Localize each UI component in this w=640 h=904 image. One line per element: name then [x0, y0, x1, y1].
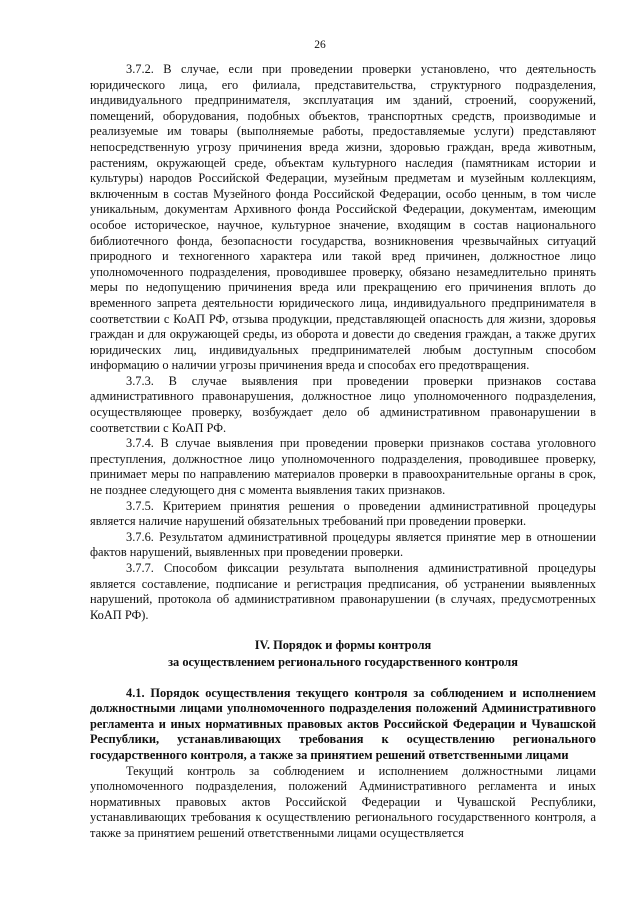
paragraph-3-7-3: 3.7.3. В случае выявления при проведении проверки признаков состава административного правонарушения, должностное лицо уполномоченного подразделения, осуществляющее проверку, возбуждает дело об административном правонарушении в соответствии с КоАП РФ.	[90, 373, 596, 435]
paragraph-3-7-7: 3.7.7. Способом фиксации результата выполнения административной процедуры является составление, подписание и регистрация предписания, об устранении выявленных нарушений, протокола об административном правонарушении (в случаях, предусмотренных КоАП РФ).	[90, 561, 596, 622]
page-number: 26	[314, 39, 326, 51]
paragraph-3-7-2: 3.7.2. В случае, если при проведении проверки установлено, что деятельность юридического лица, его филиала, представительства, структурного подразделения, индивидуального предпринимателя, эксплуатация им зданий, строений, сооружений, помещений, оборудования, подобных объектов, транспортных средств, производимые и реализуемые им товары (выполняемые работы, предоставляемые услуги) представляют непосредственную угрозу причинения вреда жизни, здоровью граждан, вреда животным, растениям, окружающей среде, объектам культурного наследия (памятникам истории и культуры) народов Российской Федерации, музейным предметам и музейным коллекциям, включенным в состав Музейного фонда Российской Федерации, особо ценным, в том числе уникальным, документам Архивного фонда Российской Федерации, документам, имеющим особое историческое, научное, культурное значение, входящим в состав национального библиотечного фонда, безопасности государства, возникновения чрезвычайных ситуаций природного и техногенного характера или такой вред причинен, должностное лицо уполномоченного подразделения, проводившее проверку, обязано незамедлительно принять меры по недопущению причинения вреда или прекращению его причинения вплоть до временного запрета деятельности юридического лица, индивидуального предпринимателя в соответствии с КоАП РФ, отзыва продукции, представляющей опасность для жизни, здоровья граждан и для окружающей среды, из оборота и довести до сведения граждан, а также других юридических лиц, индивидуальных предпринимателей любым доступным способом информацию о наличии угрозы причинения вреда и способах его предотвращения.	[90, 62, 596, 373]
page-content	[90, 62, 596, 842]
section-title-line2: за осуществлением регионального государственного контроля	[168, 654, 518, 669]
subsection-heading-4-1: 4.1. Порядок осуществления текущего контроля за соблюдением и исполнением должностными лицами уполномоченного подразделения положений Административного регламента и иных нормативных правовых актов Российской Федерации и Чувашской Республики, устанавливающих требования к осуществлению регионального государственного контроля, а также за принятием решений ответственными лицами	[90, 685, 596, 762]
paragraph-current-control: Текущий контроль за соблюдением и исполнением должностными лицами уполномоченного подразделения, положений Административного регламента и иных нормативных правовых актов Российской Федерации и Чувашской Республики, устанавливающих требования к осуществлению регионального государственного контроля, а также за принятием решений ответственными лицами осуществляется	[90, 763, 596, 840]
paragraph-3-7-5: 3.7.5. Критерием принятия решения о проведении административной процедуры является наличие нарушений обязательных требований при проведении проверки.	[90, 498, 596, 529]
section-title-line1: IV. Порядок и формы контроля	[254, 638, 432, 653]
paragraph-3-7-6: 3.7.6. Результатом административной процедуры является принятие мер в отношении фактов нарушений, выявленных при проведении проверки.	[90, 529, 596, 560]
paragraph-3-7-4: 3.7.4. В случае выявления при проведении проверки признаков состава уголовного преступления, должностное лицо уполномоченного подразделения, проводившее проверку, принимает меры по направлению материалов проверки в правоохранительные органы в срок, не позднее следующего дня с момента выявления таких признаков.	[90, 436, 596, 498]
